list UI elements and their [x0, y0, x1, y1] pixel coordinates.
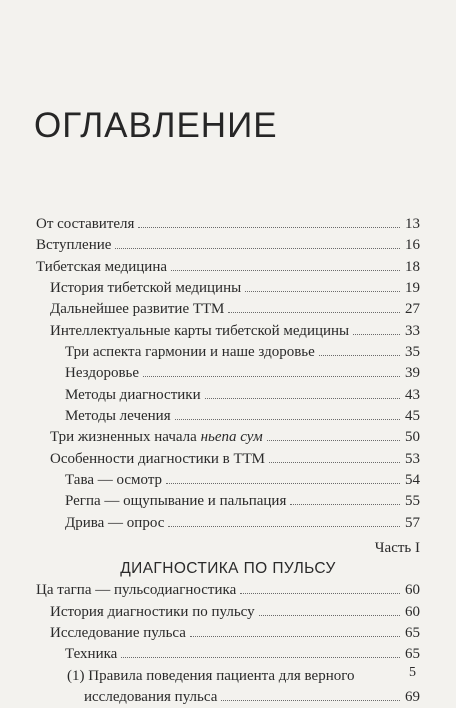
toc-entry-page: 60 [405, 582, 420, 599]
toc-entry-title: Методы лечения [65, 408, 171, 425]
page-title: ОГЛАВЛЕНИЕ [34, 106, 278, 145]
toc-entry[interactable] [36, 513, 420, 534]
toc-entry-page: 54 [405, 472, 420, 489]
toc-entry-title [50, 427, 263, 448]
toc-entry[interactable] [36, 427, 420, 448]
toc-entry-page: 53 [405, 450, 420, 467]
dot-leader [138, 227, 400, 228]
toc-entry-title: Тава — осмотр [65, 472, 163, 489]
part-title: ДИАГНОСТИКА ПО ПУЛЬСУ [120, 560, 336, 578]
toc-entry-page: 57 [405, 514, 420, 531]
toc-entry-title-main: Три жизненных начала [50, 429, 201, 446]
toc-entry-page: 50 [405, 429, 420, 446]
toc-entry-page: 27 [405, 301, 420, 318]
toc-entry[interactable] [36, 278, 420, 299]
toc-entry[interactable] [36, 406, 420, 427]
dot-leader [290, 504, 400, 505]
toc-entry-title: Дрива — опрос [65, 514, 165, 531]
toc-entry-title-italic: ньепа сум [200, 429, 263, 446]
dot-leader [175, 419, 400, 420]
dot-leader [240, 593, 400, 594]
dot-leader [168, 526, 400, 527]
toc-entry-title: Регпа — ощупывание и пальпация [65, 493, 287, 510]
toc-entry[interactable] [36, 580, 420, 601]
toc-entry[interactable] [36, 299, 420, 320]
toc-entry-page: 69 [405, 688, 420, 705]
toc-entry[interactable] [36, 385, 420, 406]
toc-entry-page: 45 [405, 408, 420, 425]
toc-entry[interactable] [36, 235, 420, 256]
toc-entry-title: Интеллектуальные карты тибетской медицины [50, 322, 350, 339]
toc-entry-title: Вступление [36, 237, 112, 254]
toc-entry-page: 18 [405, 258, 420, 275]
toc-entry-page: 65 [405, 624, 420, 641]
toc-entry-title: Ца тагпа — пульсодиагностика [36, 582, 237, 599]
table-of-contents [36, 214, 420, 708]
toc-entry-title: Особенности диагностики в ТТМ [50, 450, 265, 467]
page-number: 5 [409, 665, 416, 680]
toc-entry-title: От составителя [36, 216, 135, 232]
toc-entry-title: (1) Правила поведения пациента для верного [67, 667, 355, 684]
toc-entry-title: Исследование пульса [50, 624, 186, 641]
toc-entry[interactable] [36, 470, 420, 491]
toc-entry-title: Дальнейшее развитие ТТМ [50, 301, 225, 318]
toc-entry-title: Тибетская медицина [36, 258, 168, 275]
toc-entry[interactable] [36, 491, 420, 512]
dot-leader [121, 657, 400, 658]
dot-leader [319, 355, 400, 356]
toc-entry[interactable] [36, 602, 420, 623]
dot-leader [221, 700, 400, 701]
toc-entry-page: 60 [405, 603, 420, 620]
toc-entry[interactable] [36, 214, 420, 235]
toc-entry-page: 16 [405, 237, 420, 254]
toc-entry-page: 35 [405, 344, 420, 361]
dot-leader [245, 291, 400, 292]
toc-entry-page: 13 [405, 216, 420, 232]
dot-leader [171, 270, 400, 271]
dot-leader [166, 483, 400, 484]
part-label: Часть I [374, 540, 420, 557]
toc-entry[interactable] [36, 449, 420, 470]
toc-entry[interactable] [36, 363, 420, 384]
toc-entry-title: Техника [65, 646, 118, 663]
dot-leader [269, 462, 400, 463]
dot-leader [228, 312, 400, 313]
toc-entry-title: История диагностики по пульсу [50, 603, 255, 620]
dot-leader [267, 440, 400, 441]
dot-leader [259, 615, 400, 616]
dot-leader [205, 398, 400, 399]
toc-entry-page: 65 [405, 646, 420, 663]
dot-leader [115, 248, 400, 249]
toc-entry-page: 39 [405, 365, 420, 382]
toc-entry-page: 33 [405, 322, 420, 339]
toc-entry-page: 43 [405, 386, 420, 403]
toc-entry-title: История тибетской медицины [50, 280, 242, 297]
toc-entry-title: исследования пульса [84, 688, 218, 705]
toc-entry[interactable] [36, 321, 420, 342]
toc-entry[interactable] [36, 257, 420, 278]
dot-leader [190, 636, 400, 637]
toc-entry[interactable] [36, 666, 420, 687]
toc-entry-title: Методы диагностики [65, 386, 201, 403]
toc-entry-page: 19 [405, 280, 420, 297]
toc-entry[interactable] [36, 342, 420, 363]
toc-entry-page: 55 [405, 493, 420, 510]
toc-entry-continuation[interactable] [36, 687, 420, 708]
dot-leader [143, 376, 400, 377]
dot-leader [353, 334, 400, 335]
toc-entry[interactable] [36, 644, 420, 665]
toc-entry[interactable] [36, 623, 420, 644]
toc-entry-title: Три аспекта гармонии и наше здоровье [65, 344, 315, 361]
toc-entry-title: Нездоровье [65, 365, 140, 382]
